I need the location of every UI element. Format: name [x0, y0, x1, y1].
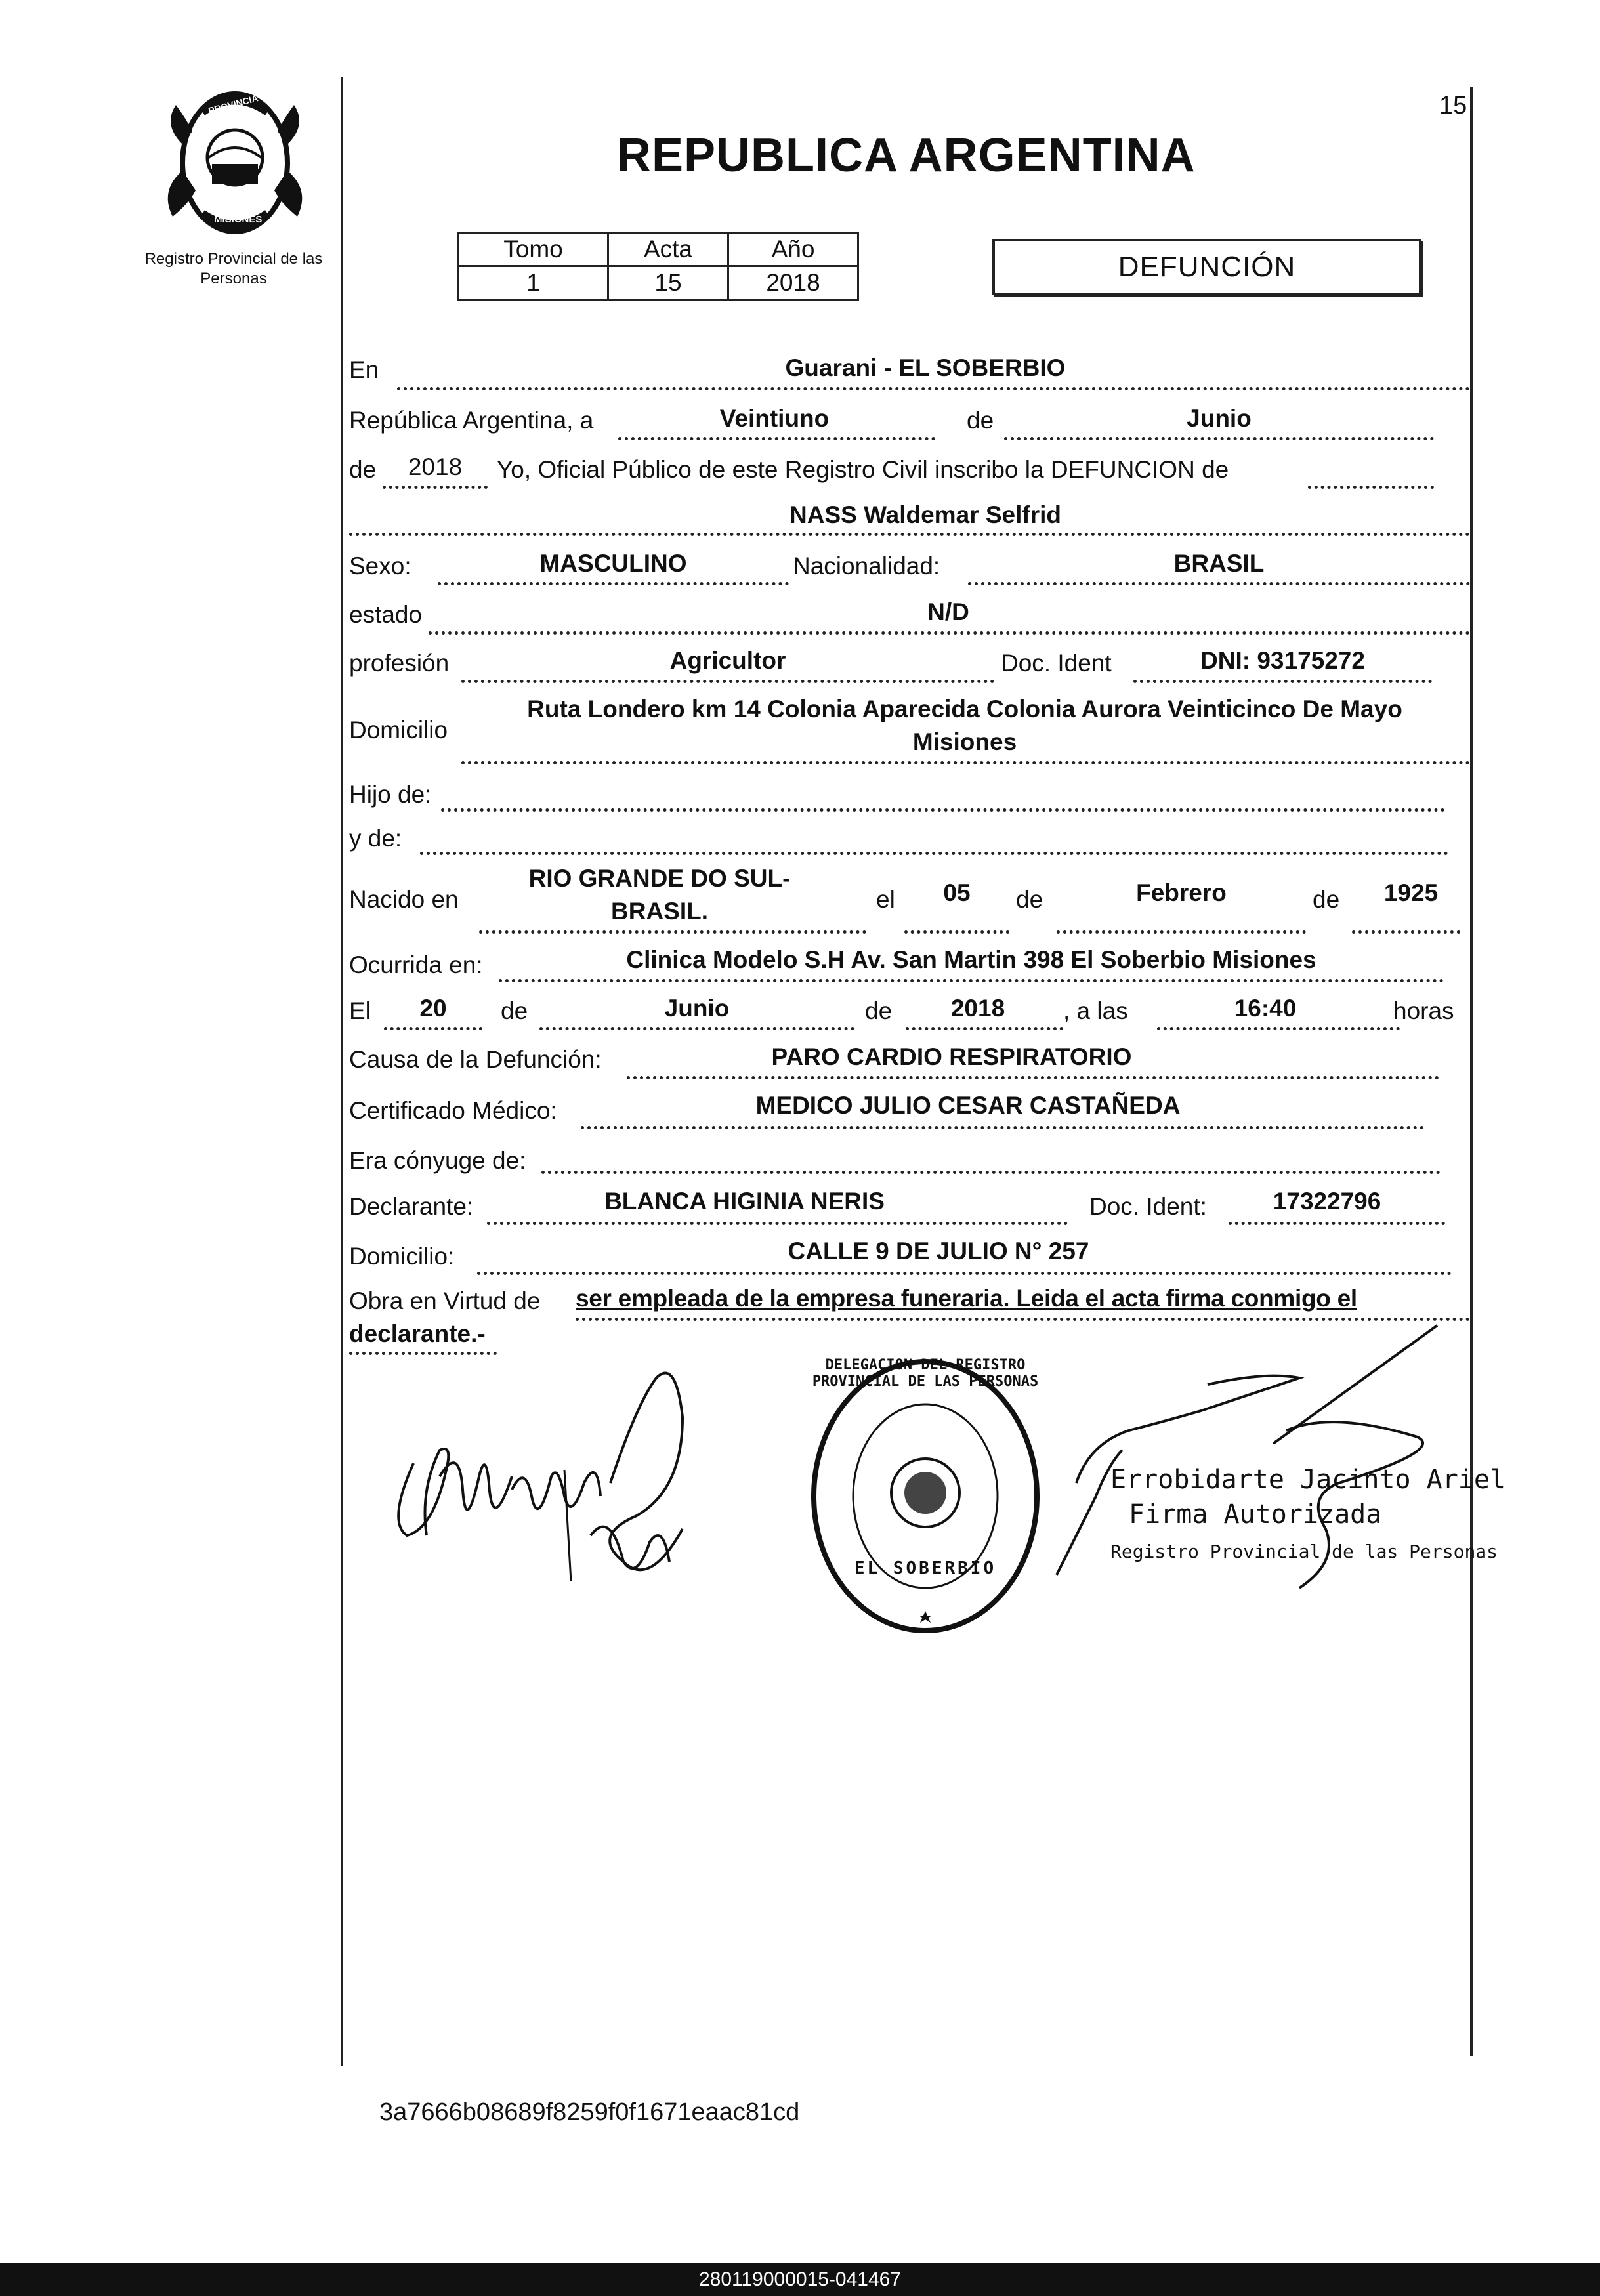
dots-def-dia: [384, 1027, 482, 1030]
value-nacido-2: BRASIL.: [611, 898, 708, 925]
value-dni: DNI: 93175272: [1200, 647, 1365, 674]
anio-header: Año: [728, 233, 858, 266]
label-estado: estado: [349, 601, 423, 628]
label-de-mes: de: [967, 407, 994, 434]
left-frame-line: [341, 77, 343, 2066]
dots-def-hora: [1157, 1027, 1400, 1030]
label-nacido-en: Nacido en: [349, 886, 459, 913]
value-domicilio-2-decl: CALLE 9 DE JULIO N° 257: [788, 1238, 1089, 1264]
value-estado: N/D: [927, 598, 969, 625]
dots-ocurrida: [499, 979, 1444, 982]
dots-estado: [429, 631, 1470, 635]
value-causa: PARO CARDIO RESPIRATORIO: [771, 1043, 1132, 1070]
dots-nacido: [479, 930, 866, 934]
dots-dni: [1133, 680, 1432, 683]
label-profesion: profesión: [349, 650, 450, 677]
value-obra-2: declarante.-: [349, 1320, 486, 1347]
seal-top-text: PROVINCIA DE: [207, 89, 274, 116]
label-causa: Causa de la Defunción:: [349, 1046, 602, 1073]
value-def-anio: 2018: [950, 995, 1005, 1022]
value-nacido-1: RIO GRANDE DO SUL-: [528, 865, 791, 892]
dots-hijo-de: [441, 808, 1445, 812]
dots-def-mes: [539, 1027, 854, 1030]
barcode-id-bar: [0, 2263, 1600, 2296]
dots-domicilio: [461, 761, 1470, 764]
dots-profesion: [461, 680, 994, 683]
dots-dia: [618, 437, 935, 440]
value-def-dia: 20: [419, 995, 447, 1022]
label-el-nac: el: [876, 886, 895, 913]
dots-nac-dia: [904, 930, 1009, 934]
dots-declarante: [487, 1222, 1068, 1225]
seal-bottom-text: MISIONES: [214, 214, 263, 225]
label-nacionalidad: Nacionalidad:: [793, 553, 940, 579]
label-de-def-mes: de: [501, 997, 528, 1024]
value-nac-mes: Febrero: [1136, 879, 1227, 906]
dots-localidad: [397, 387, 1470, 390]
officer-registry: Registro Provincial de las Personas: [1110, 1541, 1498, 1562]
value-sexo: MASCULINO: [539, 550, 687, 577]
label-de-nac-mes: de: [1016, 886, 1043, 913]
document-hash: 3a7666b08689f8259f0f1671eaac81cd: [379, 2098, 800, 2126]
value-ocurrida: Clinica Modelo S.H Av. San Martin 398 El Soberbio Misiones: [626, 946, 1316, 973]
label-de-def-anio: de: [865, 997, 893, 1024]
label-y-de: y de:: [349, 825, 402, 852]
acta-value: 15: [608, 266, 728, 300]
label-doc-ident-2: Doc. Ident:: [1089, 1193, 1207, 1220]
label-certificado: Certificado Médico:: [349, 1097, 557, 1124]
dots-nacionalidad: [968, 582, 1470, 585]
registry-round-seal: [807, 1352, 1043, 1640]
round-seal-text: DELEGACION DEL REGISTRO PROVINCIAL DE LAS PERSONAS: [812, 1357, 1039, 1390]
label-de-nac-anio: de: [1313, 886, 1340, 913]
label-hijo-de: Hijo de:: [349, 781, 432, 808]
label-republica: República Argentina, a: [349, 407, 594, 434]
declarant-signature: [374, 1365, 742, 1614]
record-number-table: [457, 232, 859, 301]
value-obra-1: ser empleada de la empresa funeraria. Leida el acta firma conmigo el: [576, 1285, 1357, 1312]
label-el: El: [349, 997, 371, 1024]
dots-certificado: [581, 1126, 1424, 1129]
label-obra: Obra en Virtud de: [349, 1287, 541, 1314]
value-declarante-doc: 17322796: [1273, 1188, 1381, 1215]
province-seal-logo: [156, 85, 314, 240]
label-horas: horas: [1393, 997, 1454, 1024]
dots-domicilio-2: [477, 1272, 1452, 1275]
label-inscribo: Yo, Oficial Público de este Registro Civil inscribo la DEFUNCION de: [497, 456, 1229, 483]
dots-conyuge: [541, 1171, 1441, 1174]
label-conyuge: Era cónyuge de:: [349, 1147, 526, 1174]
label-doc-ident: Doc. Ident: [1001, 650, 1112, 677]
value-nombre: NASS Waldemar Selfrid: [789, 501, 1061, 528]
dots-nombre: [349, 533, 1470, 536]
dots-inscribo-end: [1308, 486, 1434, 489]
barcode-id: 280119000015-041467: [698, 2268, 902, 2290]
dots-nac-mes: [1057, 930, 1306, 934]
officer-name: Errobidarte Jacinto Ariel: [1110, 1465, 1506, 1495]
label-sexo: Sexo:: [349, 553, 411, 579]
record-type-box: [992, 239, 1421, 295]
acta-header: Acta: [608, 233, 728, 266]
tomo-header: Tomo: [459, 233, 608, 266]
dots-obra-2: [349, 1352, 497, 1355]
registry-name: Registro Provincial de las Personas: [144, 250, 323, 287]
value-def-mes: Junio: [664, 995, 730, 1022]
value-mes: Junio: [1187, 405, 1252, 432]
tomo-value: 1: [459, 266, 608, 300]
value-localidad: Guarani - EL SOBERBIO: [785, 354, 1066, 381]
value-nacionalidad: BRASIL: [1173, 550, 1265, 577]
value-certificado: MEDICO JULIO CESAR CASTAÑEDA: [755, 1092, 1181, 1119]
record-type: DEFUNCIÓN: [1118, 251, 1296, 283]
value-anio: 2018: [408, 453, 463, 480]
value-def-hora: 16:40: [1234, 995, 1297, 1022]
value-nac-anio: 1925: [1383, 879, 1439, 906]
label-domicilio: Domicilio: [349, 717, 448, 743]
dots-y-de: [420, 852, 1448, 855]
right-frame-line: [1470, 87, 1473, 2056]
round-seal-inner-text: EL SOBERBIO: [854, 1558, 997, 1578]
dots-sexo: [438, 582, 789, 585]
dots-causa: [627, 1076, 1439, 1079]
officer-role: Firma Autorizada: [1129, 1499, 1382, 1530]
dots-nac-anio: [1352, 930, 1460, 934]
value-domicilio-1: Ruta Londero km 14 Colonia Aparecida Colonia Aurora Veinticinco De Mayo: [527, 696, 1402, 722]
value-declarante: BLANCA HIGINIA NERIS: [604, 1188, 885, 1215]
label-ocurrida-en: Ocurrida en:: [349, 951, 483, 978]
page-title: REPUBLICA ARGENTINA: [617, 129, 1196, 182]
label-declarante: Declarante:: [349, 1193, 474, 1220]
label-en: En: [349, 356, 379, 383]
label-de-anio: de: [349, 456, 377, 483]
value-domicilio-2: Misiones: [912, 728, 1017, 755]
page-number: 15: [1439, 92, 1467, 119]
dots-anio: [383, 486, 488, 489]
value-nac-dia: 05: [943, 879, 971, 906]
label-a-las: , a las: [1063, 997, 1128, 1024]
dots-def-anio: [906, 1027, 1063, 1030]
label-domicilio-2: Domicilio:: [349, 1243, 455, 1270]
value-profesion: Agricultor: [669, 647, 786, 674]
anio-value: 2018: [728, 266, 858, 300]
dots-declarante-doc: [1229, 1222, 1445, 1225]
value-dia: Veintiuno: [719, 405, 830, 432]
dots-mes: [1004, 437, 1434, 440]
